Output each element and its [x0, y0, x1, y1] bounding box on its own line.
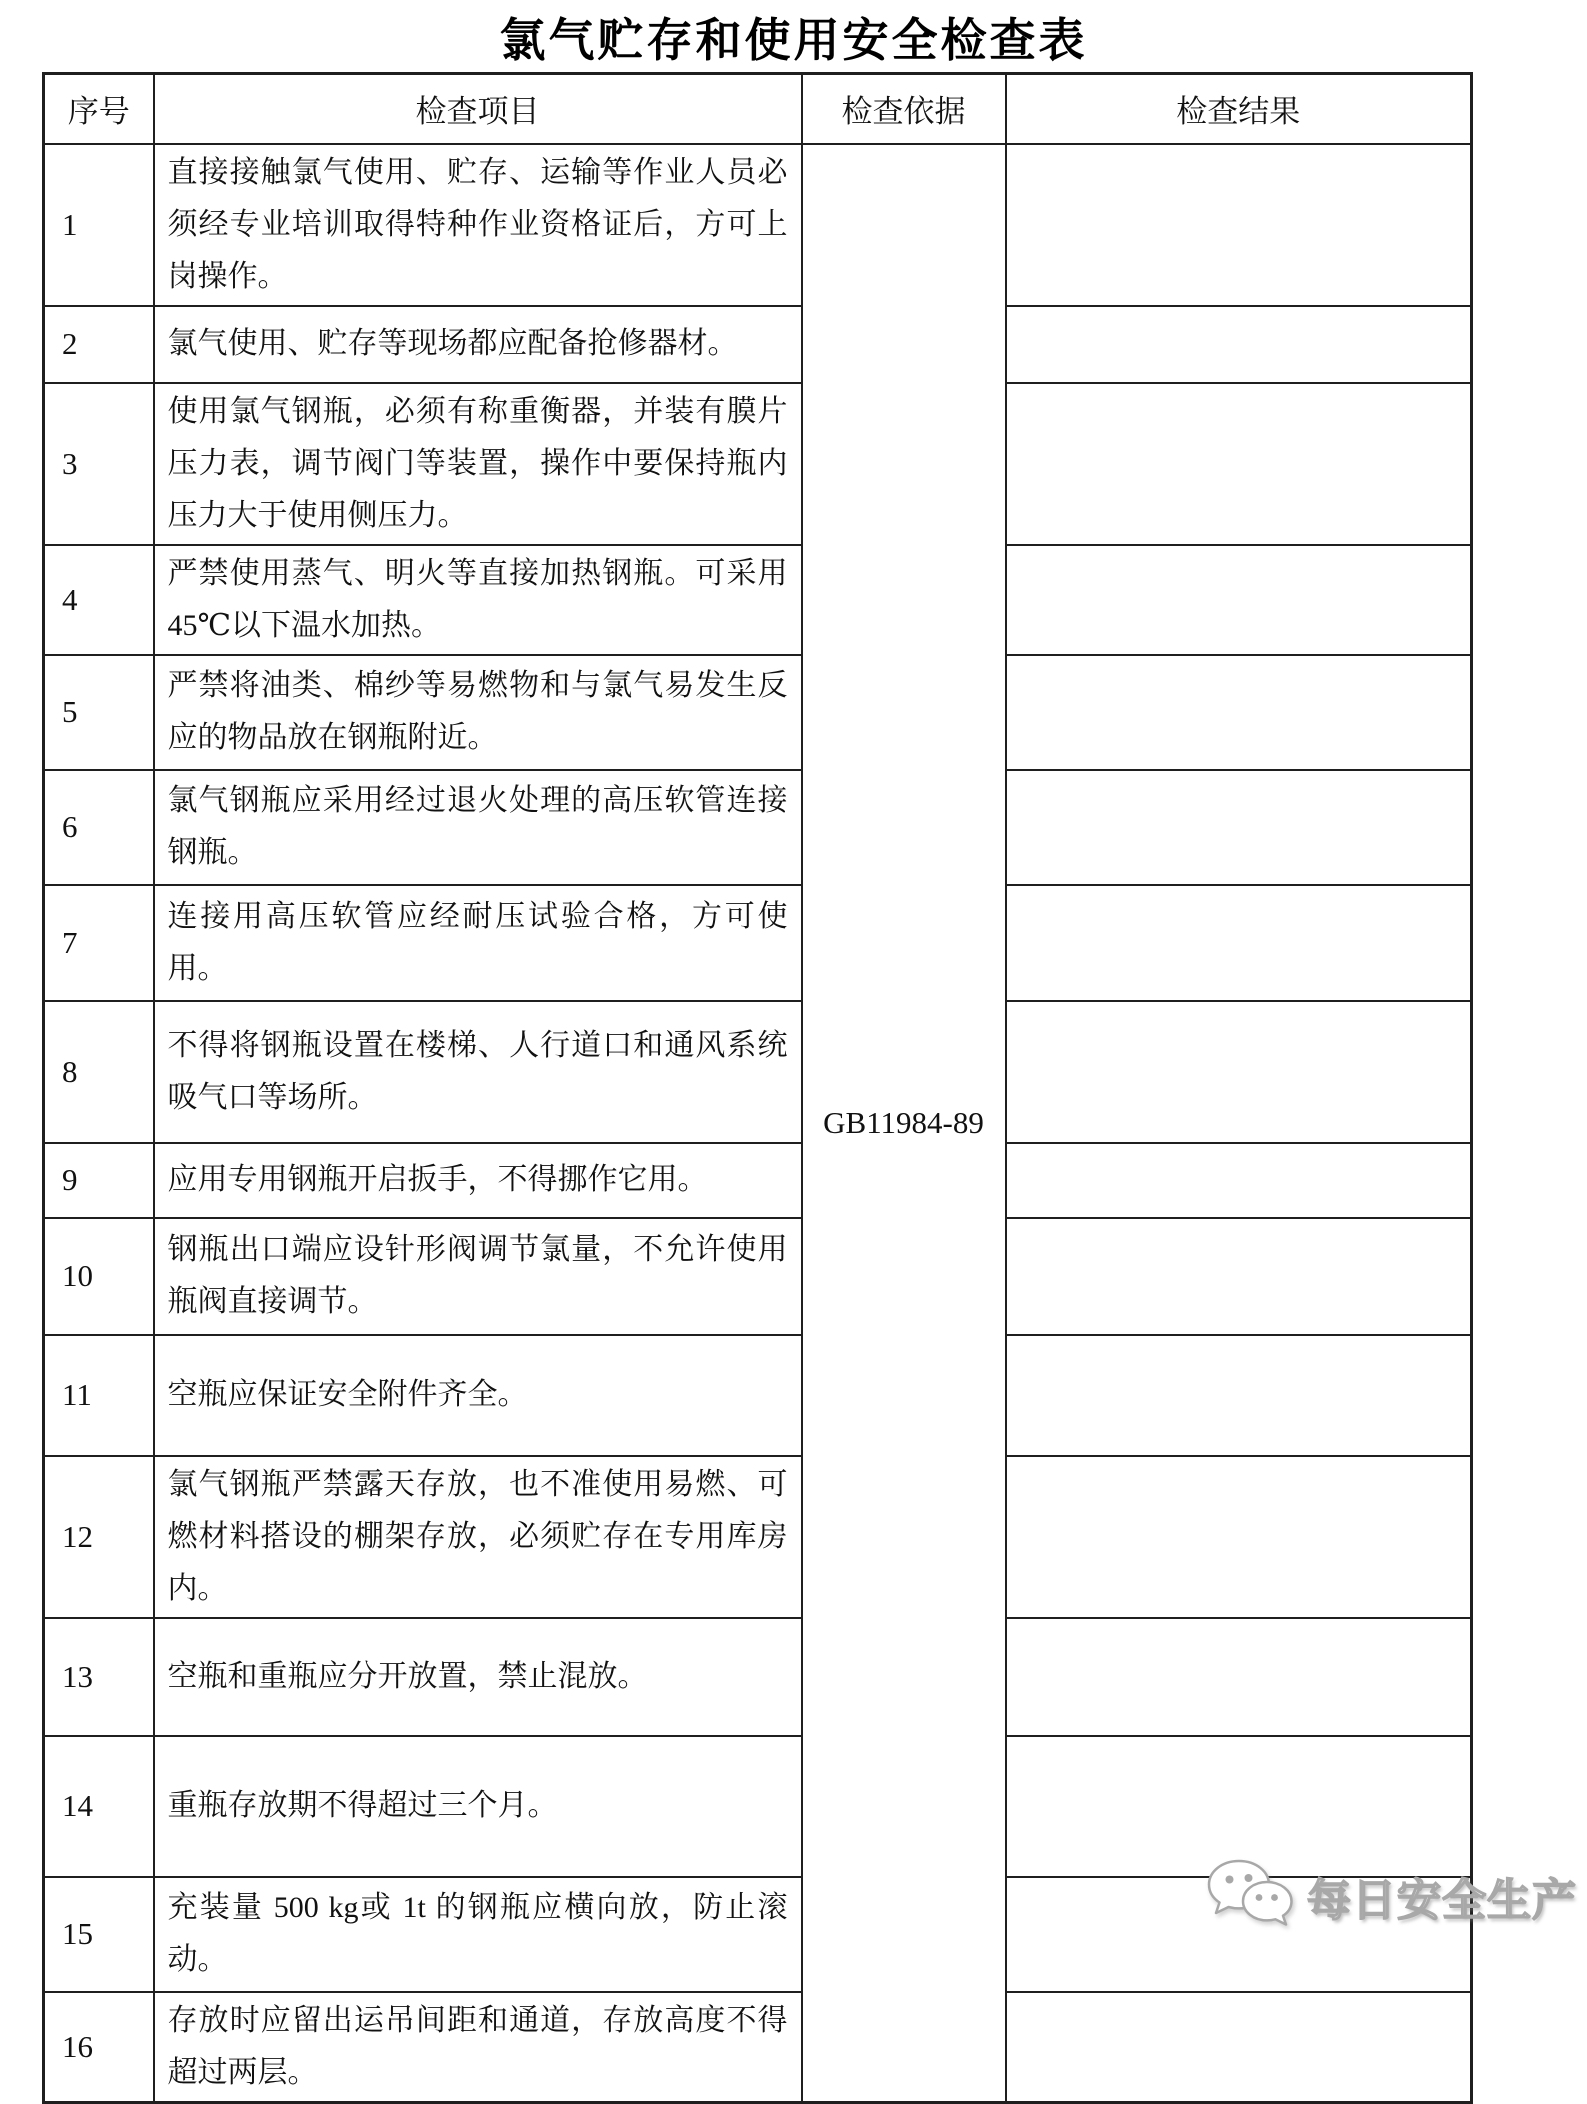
inspection-result-cell: [1006, 306, 1472, 383]
inspection-result-cell: [1006, 1618, 1472, 1736]
inspection-result-cell: [1006, 1335, 1472, 1456]
row-number: 1: [44, 144, 154, 306]
row-number: 7: [44, 885, 154, 1001]
table-row: [44, 306, 1472, 383]
row-number: 3: [44, 383, 154, 545]
inspection-result-cell: [1006, 655, 1472, 770]
table-header-row: [44, 74, 1472, 144]
inspection-result-cell: [1006, 770, 1472, 885]
inspection-item: 不得将钢瓶设置在楼梯、人行道口和通风系统吸气口等场所。: [154, 1001, 802, 1143]
inspection-result-cell: [1006, 1001, 1472, 1143]
row-number: 2: [44, 306, 154, 383]
inspection-table: [42, 72, 1473, 2104]
table-row: [44, 144, 1472, 306]
inspection-item: 使用氯气钢瓶，必须有称重衡器，并装有膜片压力表，调节阀门等装置，操作中要保持瓶内压力大于使用侧压力。: [154, 383, 802, 545]
inspection-item: 重瓶存放期不得超过三个月。: [154, 1736, 802, 1877]
inspection-result-cell: [1006, 1456, 1472, 1618]
table-row: [44, 1877, 1472, 1992]
inspection-result-cell: [1006, 885, 1472, 1001]
inspection-item: 存放时应留出运吊间距和通道，存放高度不得超过两层。: [154, 1992, 802, 2103]
header-item: 检查项目: [154, 74, 802, 144]
table-row: [44, 885, 1472, 1001]
row-number: 8: [44, 1001, 154, 1143]
table-row: [44, 1456, 1472, 1618]
inspection-item: 严禁将油类、棉纱等易燃物和与氯气易发生反应的物品放在钢瓶附近。: [154, 655, 802, 770]
inspection-result-cell: [1006, 1877, 1472, 1992]
inspection-result-cell: [1006, 1143, 1472, 1218]
inspection-item: 严禁使用蒸气、明火等直接加热钢瓶。可采用 45℃以下温水加热。: [154, 545, 802, 655]
row-number: 5: [44, 655, 154, 770]
inspection-item: 空瓶应保证安全附件齐全。: [154, 1335, 802, 1456]
inspection-item: 充装量 500 kg或 1t 的钢瓶应横向放，防止滚动。: [154, 1877, 802, 1992]
table-row: [44, 770, 1472, 885]
table-row: [44, 655, 1472, 770]
inspection-result-cell: [1006, 545, 1472, 655]
row-number: 9: [44, 1143, 154, 1218]
inspection-result-cell: [1006, 144, 1472, 306]
table-row: [44, 1143, 1472, 1218]
table-row: [44, 1736, 1472, 1877]
inspection-result-cell: [1006, 1736, 1472, 1877]
row-number: 10: [44, 1218, 154, 1335]
row-number: 11: [44, 1335, 154, 1456]
header-basis: 检查依据: [802, 74, 1006, 144]
inspection-item: 空瓶和重瓶应分开放置，禁止混放。: [154, 1618, 802, 1736]
row-number: 14: [44, 1736, 154, 1877]
inspection-result-cell: [1006, 1218, 1472, 1335]
inspection-item: 氯气钢瓶应采用经过退火处理的高压软管连接钢瓶。: [154, 770, 802, 885]
inspection-item: 钢瓶出口端应设针形阀调节氯量，不允许使用瓶阀直接调节。: [154, 1218, 802, 1335]
table-row: [44, 383, 1472, 545]
row-number: 12: [44, 1456, 154, 1618]
table-row: [44, 1335, 1472, 1456]
inspection-item: 氯气使用、贮存等现场都应配备抢修器材。: [154, 306, 802, 383]
inspection-item: 氯气钢瓶严禁露天存放，也不准使用易燃、可燃材料搭设的棚架存放，必须贮存在专用库房内。: [154, 1456, 802, 1618]
page-title: 氯气贮存和使用安全检查表: [499, 15, 1088, 66]
table-row: [44, 1001, 1472, 1143]
inspection-item: 直接接触氯气使用、贮存、运输等作业人员必须经专业培训取得特种作业资格证后，方可上岗操作。: [154, 144, 802, 306]
row-number: 4: [44, 545, 154, 655]
inspection-item: 连接用高压软管应经耐压试验合格，方可使用。: [154, 885, 802, 1001]
row-number: 15: [44, 1877, 154, 1992]
header-no: 序号: [44, 74, 154, 144]
header-result: 检查结果: [1006, 74, 1472, 144]
row-number: 16: [44, 1992, 154, 2103]
inspection-result-cell: [1006, 383, 1472, 545]
table-row: [44, 1618, 1472, 1736]
table-row: [44, 1992, 1472, 2103]
inspection-basis-cell: GB11984-89: [802, 144, 1006, 2103]
row-number: 6: [44, 770, 154, 885]
inspection-item: 应用专用钢瓶开启扳手，不得挪作它用。: [154, 1143, 802, 1218]
table-row: [44, 1218, 1472, 1335]
row-number: 13: [44, 1618, 154, 1736]
table-row: [44, 545, 1472, 655]
inspection-result-cell: [1006, 1992, 1472, 2103]
watermark-text: 每日安全生产: [1307, 1876, 1577, 1925]
